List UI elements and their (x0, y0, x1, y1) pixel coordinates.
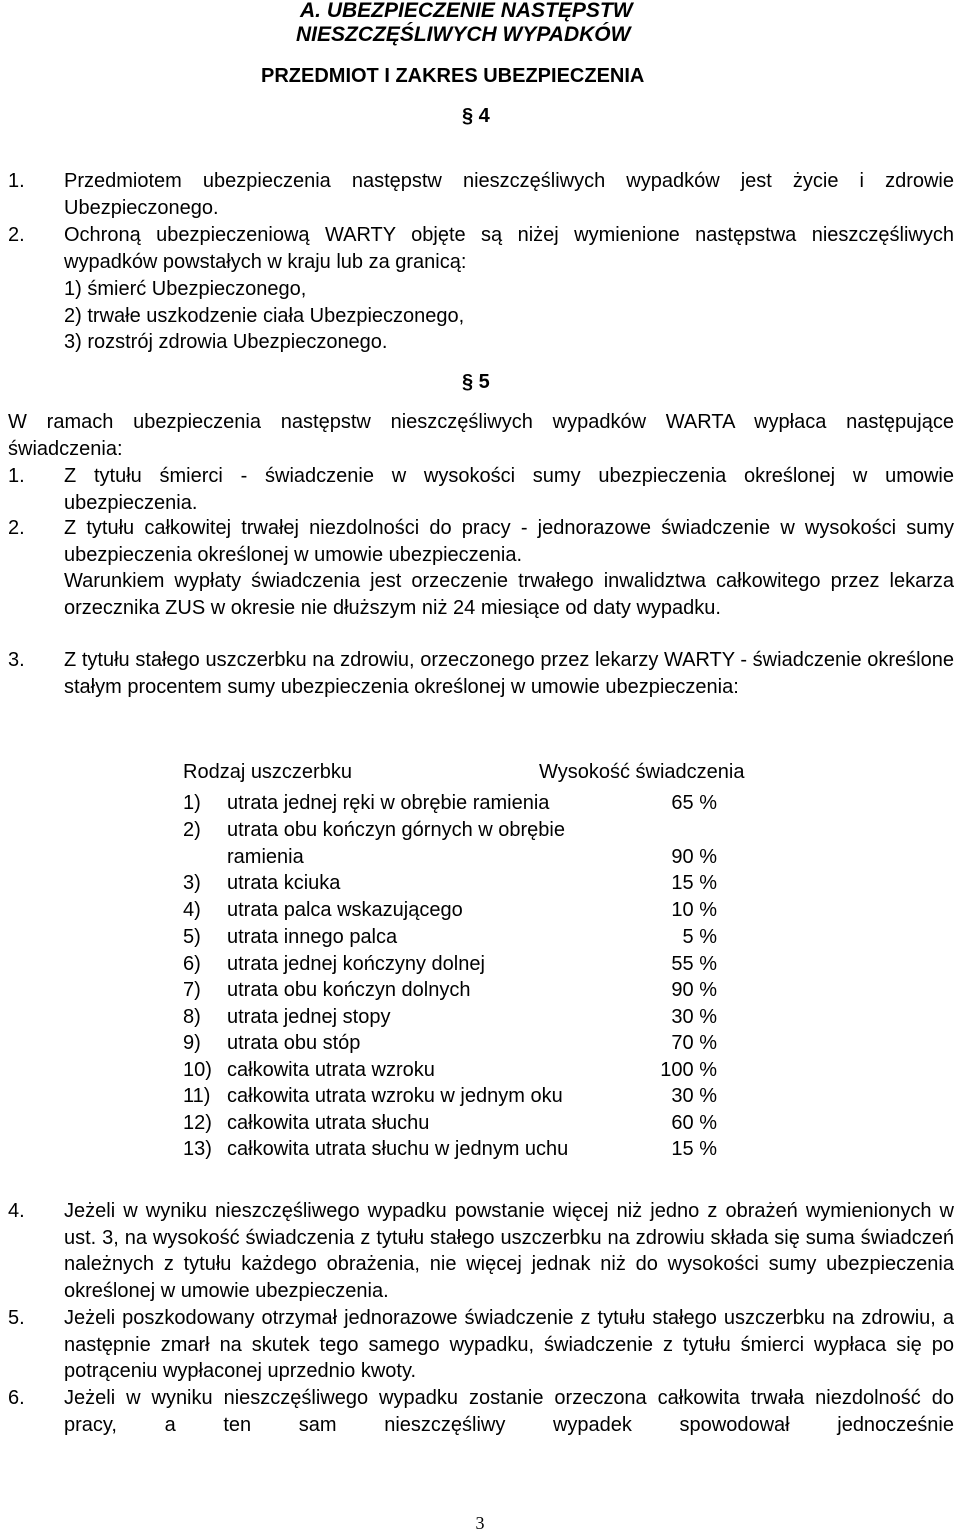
benefit-percentage: 10 % (671, 899, 717, 921)
injury-description: utrata kciuka (227, 872, 341, 894)
table-row (183, 951, 723, 977)
row-number: 7) (183, 979, 201, 1001)
benefit-percentage: 90 % (671, 846, 717, 868)
table-row (183, 1110, 723, 1136)
benefit-percentage: 90 % (671, 979, 717, 1001)
par4-item2-number: 2. (8, 224, 25, 246)
table-row (183, 790, 723, 816)
table-row (183, 817, 723, 868)
injury-description: całkowita utrata wzroku (227, 1059, 435, 1081)
benefit-percentage: 15 % (671, 872, 717, 894)
par5-item3-text: Z tytułu stałego uszczerbku na zdrowiu, orzeczonego przez lekarzy WARTY - świadczenie określone stałym procentem sumy ubezpieczenia określonej w umowie ubezpieczenia: (64, 649, 954, 698)
benefit-percentage: 60 % (671, 1112, 717, 1134)
row-number: 10) (183, 1059, 212, 1081)
par5-item2-text: Z tytułu całkowitej trwałej niezdolności do pracy - jednorazowe świadczenie w wysokości sumy ubezpieczenia określonej w umowie ubezpieczenia. (64, 517, 954, 566)
page-number: 3 (475, 1513, 485, 1533)
par5-item5-number: 5. (8, 1307, 25, 1329)
row-number: 5) (183, 926, 201, 948)
par5-item6-text: Jeżeli w wyniku nieszczęśliwego wypadku zostanie orzeczona całkowita trwała niezdolność do pracy, a ten sam nieszczęśliwy wypadek spowodował jednocześnie (64, 1387, 954, 1436)
table-row (183, 897, 723, 923)
benefit-percentage: 100 % (660, 1059, 717, 1081)
par5-item5-text: Jeżeli poszkodowany otrzymał jednorazowe świadczenie z tytułu stałego uszczerbku na zdrowiu, a następnie zmarł na skutek tego samego wypadku, świadczenie z tytułu śmierci wypłaca się po potrąceniu wypłaconej uprzednio kwoty. (64, 1307, 954, 1382)
paragraph-5-label: § 5 (462, 371, 490, 393)
row-number: 1) (183, 792, 201, 814)
benefit-percentage: 55 % (671, 953, 717, 975)
par5-item3-number: 3. (8, 649, 25, 671)
injury-description: utrata palca wskazującego (227, 899, 463, 921)
section-title-line-1: A. UBEZPIECZENIE NASTĘPSTW (300, 0, 633, 22)
table-row (183, 977, 723, 1003)
subject-heading: PRZEDMIOT I ZAKRES UBEZPIECZENIA (261, 65, 645, 87)
injury-description: całkowita utrata słuchu w jednym uchu (227, 1138, 569, 1160)
injury-description: utrata jednej stopy (227, 1006, 391, 1028)
par5-item4-number: 4. (8, 1200, 25, 1222)
table-row (183, 1083, 723, 1109)
injury-description: utrata innego palca (227, 926, 398, 948)
benefit-percentage: 30 % (671, 1006, 717, 1028)
par5-intro: W ramach ubezpieczenia następstw nieszczęśliwych wypadków WARTA wypłaca następujące świadczenia: (8, 411, 954, 460)
benefit-percentage: 70 % (671, 1032, 717, 1054)
injury-description: utrata obu kończyn górnych w obrębie (227, 819, 565, 841)
row-number: 11) (183, 1085, 211, 1107)
row-number: 9) (183, 1032, 201, 1054)
par5-item6-number: 6. (8, 1387, 25, 1409)
injury-description: utrata jednej ręki w obrębie ramienia (227, 792, 550, 814)
table-header-injury-type: Rodzaj uszczerbku (183, 761, 352, 783)
par5-item2-condition: Warunkiem wypłaty świadczenia jest orzeczenie trwałego inwalidztwa całkowitego przez lekarza orzecznika ZUS w okresie nie dłuższym niż 24 miesiące od daty wypadku. (64, 570, 954, 619)
table-row (183, 1057, 723, 1083)
row-number: 3) (183, 872, 201, 894)
table-header-benefit-amount: Wysokość świadczenia (539, 761, 745, 783)
par5-item1-number: 1. (8, 465, 25, 487)
table-row (183, 924, 723, 950)
benefit-percentage: 15 % (671, 1138, 717, 1160)
consequence-2: 2) trwałe uszkodzenie ciała Ubezpieczonego, (64, 305, 465, 327)
injury-description: całkowita utrata słuchu (227, 1112, 430, 1134)
injury-description-continued: ramienia (227, 846, 304, 868)
benefit-percentage: 65 % (671, 792, 717, 814)
consequence-3: 3) rozstrój zdrowia Ubezpieczonego. (64, 331, 388, 353)
benefit-percentage: 5 % (682, 926, 717, 948)
row-number: 4) (183, 899, 201, 921)
table-row (183, 870, 723, 896)
par4-item1-number: 1. (8, 170, 25, 192)
table-row (183, 1030, 723, 1056)
row-number: 13) (183, 1138, 212, 1160)
row-number: 12) (183, 1112, 212, 1134)
injury-description: utrata obu stóp (227, 1032, 361, 1054)
par5-item1-text: Z tytułu śmierci - świadczenie w wysokości sumy ubezpieczenia określonej w umowie ubezpieczenia. (64, 465, 954, 514)
injury-description: całkowita utrata wzroku w jednym oku (227, 1085, 563, 1107)
paragraph-4-label: § 4 (462, 105, 490, 127)
par4-item2-text: Ochroną ubezpieczeniową WARTY objęte są niżej wymienione następstwa nieszczęśliwych wypadków powstałych w kraju lub za granicą: (64, 224, 954, 273)
row-number: 8) (183, 1006, 201, 1028)
benefit-percentage: 30 % (671, 1085, 717, 1107)
consequence-1: 1) śmierć Ubezpieczonego, (64, 278, 307, 300)
injury-description: utrata obu kończyn dolnych (227, 979, 471, 1001)
section-title-line-2: NIESZCZĘŚLIWYCH WYPADKÓW (296, 23, 631, 46)
par5-item4-text: Jeżeli w wyniku nieszczęśliwego wypadku powstanie więcej niż jedno z obrażeń wymienionych w ust. 3, na wysokość świadczenia z tytułu stałego uszczerbku na zdrowiu składa się suma świadczeń należnych z tytułu każdego obrażenia, nie więcej jednak niż do wysokości sumy ubezpieczenia określonej w umowie ubezpieczenia. (64, 1200, 954, 1302)
par5-item2-number: 2. (8, 517, 25, 539)
row-number: 6) (183, 953, 201, 975)
table-row (183, 1004, 723, 1030)
injury-description: utrata jednej kończyny dolnej (227, 953, 485, 975)
table-row (183, 1136, 723, 1162)
par4-item1-text: Przedmiotem ubezpieczenia następstw nieszczęśliwych wypadków jest życie i zdrowie Ubezpieczonego. (64, 170, 954, 219)
row-number: 2) (183, 819, 201, 841)
